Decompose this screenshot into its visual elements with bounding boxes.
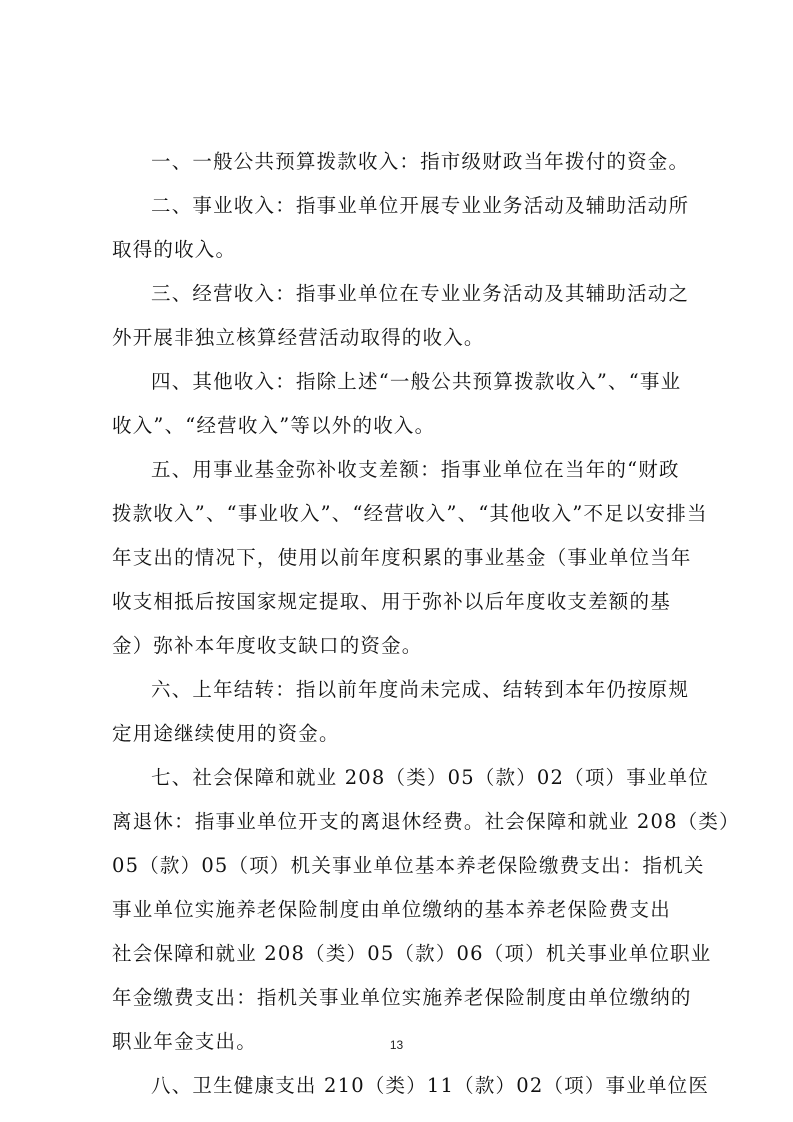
text-line: 定用途继续使用的资金。 xyxy=(112,722,340,745)
paragraph-social-security xyxy=(112,756,740,1064)
document-body xyxy=(112,140,740,1108)
paragraph-business-fund xyxy=(112,448,708,668)
text-line: 事业单位实施养老保险制度由单位缴纳的基本养老保险费支出 xyxy=(112,898,671,921)
text-line: 拨款收入”、“事业收入”、“经营收入”、“其他收入”不足以安排当 xyxy=(112,502,708,525)
text-line: 四、其他收入：指除上述“一般公共预算拨款收入”、“事业 xyxy=(151,370,682,393)
page-number: 13 xyxy=(389,1038,404,1052)
text-line: 离退休：指事业单位开支的离退休经费。社会保障和就业 208（类） xyxy=(112,810,740,833)
text-line: 二、事业收入：指事业单位开展专业业务活动及辅助活动所 xyxy=(151,194,690,217)
text-line: 年金缴费支出：指机关事业单位实施养老保险制度由单位缴纳的 xyxy=(112,986,692,1009)
text-line: 金）弥补本年度收支缺口的资金。 xyxy=(112,634,423,657)
paragraph-prior-year-carryover xyxy=(112,668,702,756)
text-line: 五、用事业基金弥补收支差额：指事业单位在当年的“财政 xyxy=(151,458,680,481)
text-line: 三、经营收入：指事业单位在专业业务活动及其辅助活动之 xyxy=(151,282,690,305)
text-line: 六、上年结转：指以前年度尚未完成、结转到本年仍按原规 xyxy=(151,678,690,701)
paragraph-general-budget-income xyxy=(112,140,702,184)
text-line: 取得的收入。 xyxy=(112,238,237,261)
text-line: 05（款）05（项）机关事业单位基本养老保险缴费支出：指机关 xyxy=(112,854,705,877)
text-line: 收支相抵后按国家规定提取、用于弥补以后年度收支差额的基 xyxy=(112,590,671,613)
text-line: 收入”、“经营收入”等以外的收入。 xyxy=(112,414,436,437)
text-line: 七、社会保障和就业 208（类）05（款）02（项）事业单位 xyxy=(151,766,710,789)
text-line: 职业年金支出。 xyxy=(112,1030,257,1053)
text-line: 年支出的情况下，使用以前年度积累的事业基金（事业单位当年 xyxy=(112,546,692,569)
paragraph-operating-income xyxy=(112,272,702,360)
paragraph-other-income xyxy=(112,360,702,448)
paragraph-health-expenditure xyxy=(112,1064,710,1108)
text-line: 外开展非独立核算经营活动取得的收入。 xyxy=(112,326,485,349)
paragraph-business-income xyxy=(112,184,702,272)
text-line: 八、卫生健康支出 210（类）11（款）02（项）事业单位医 xyxy=(151,1074,710,1097)
text-line: 一、一般公共预算拨款收入：指市级财政当年拨付的资金。 xyxy=(151,150,690,173)
text-line: 社会保障和就业 208（类）05（款）06（项）机关事业单位职业 xyxy=(112,942,712,965)
